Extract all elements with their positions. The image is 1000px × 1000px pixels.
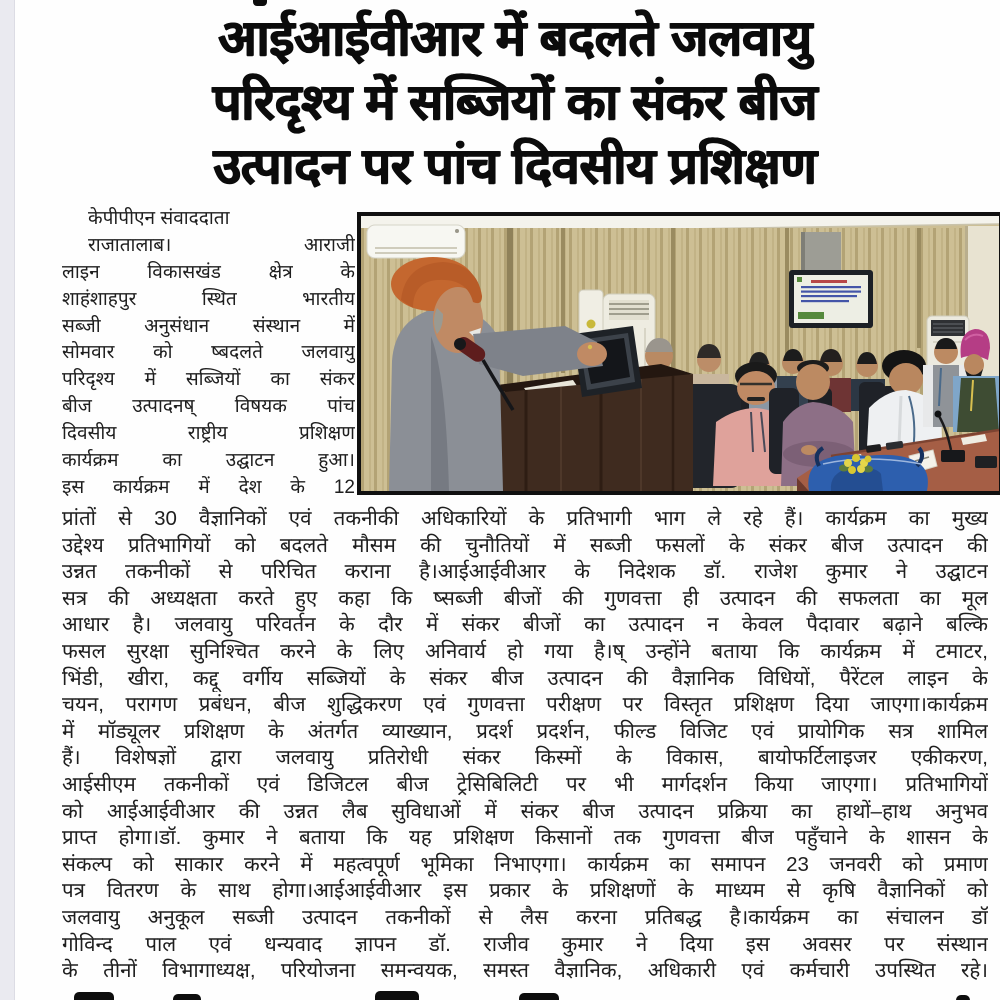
article-line: उन्नत तकनीकों से परिचित कराना है।आईआईवीआर के निदेशक डॉ. राजेश कुमार ने उद्घाटन [62, 560, 988, 584]
cutoff-glyph [956, 995, 970, 1000]
wall-ac-unit [367, 225, 465, 258]
article-line: में मॉड्यूलर प्रशिक्षण के अंतर्गत व्याख्यान, प्रदर्श प्रदर्शन, फील्ड विजिट एवं प्रायोगिक सत्र शामिल [62, 719, 988, 743]
article-line: भिंडी, खीरा, कद्दू वर्गीय सब्जियों के संकर बीज उत्पादन की वैज्ञानिक विधियों, पैरेंटल लाइन के [62, 666, 988, 690]
headline-line-1: आईआईवीआर में बदलते जलवायु [218, 10, 812, 66]
cutoff-glyph [173, 994, 201, 1000]
article-line: आईसीएम तकनीकों एवं डिजिटल बीज ट्रेसिबिलिटी पर भी मार्गदर्शन किया जाएगा। प्रतिभागियों [62, 772, 988, 796]
article-line: सत्र की अध्यक्षता करते हुए कहा कि ष्सब्जी बीजों की गुणवत्ता ही उत्पादन की सफलता का मूल [62, 586, 988, 610]
article-left-column [62, 206, 355, 502]
scan-edge [0, 0, 15, 1000]
article-line: को आईआईवीआर की उन्नत लैब सुविधाओं में संकर बीज उत्पादन प्रक्रिया का हाथों–हाथ अनुभव [62, 799, 988, 823]
article-line: परिदृश्य में सब्जियों का संकर [62, 369, 355, 391]
article-line: उद्देश्य प्रतिभागियों को बदलते मौसम की चुनौतियों में सब्जी फसलों के संकर बीज उत्पादन की [62, 533, 988, 557]
article-line: चयन, परागण प्रबंधन, बीज शुद्धिकरण एवं गुणवत्ता परीक्षण पर विस्तृत प्रशिक्षण दिया जाएगा।कार्यक्रम [62, 693, 988, 717]
next-headline-cutoff [0, 987, 1000, 1000]
article-line: राजातालाब। आराजी [88, 234, 355, 256]
presentation-screen [789, 270, 873, 328]
article-body [62, 506, 988, 985]
article-line: सब्जी अनुसंधान संस्थान में [62, 315, 355, 337]
article-line: कार्यक्रम का उद्घाटन हुआ। [62, 450, 355, 472]
headline-line-3: उत्पादन पर पांच दिवसीय प्रशिक्षण [213, 138, 817, 194]
headline-line-2: परिदृश्य में सब्जियों का संकर बीज [212, 74, 818, 130]
article-line: संकल्प को साकार करने में महत्वपूर्ण भूमिका निभाएगा। कार्यक्रम का समापन 23 जनवरी को प्रमाण [62, 852, 988, 876]
article-line: इस कार्यक्रम में देश के 12 [62, 476, 355, 498]
article-line: प्रांतों से 30 वैज्ञानिकों एवं तकनीकी अधिकारियों के प्रतिभागी भाग ले रहे हैं। कार्यक्रम का मुख्य [62, 507, 988, 530]
article-line: गोविन्द पाल एवं धन्यवाद ज्ञापन डॉ. राजीव कुमार ने दिया इस अवसर पर संस्थान [62, 932, 988, 956]
article-line: हैं। विशेषज्ञों द्वारा जलवायु प्रतिरोधी संकर किस्मों के विकास, बायोफर्टिलाइजर एकीकरण, [62, 746, 988, 770]
article-line: पत्र वितरण के साथ होगा।आईआईवीआर इस प्रकार के प्रशिक्षणों के माध्यम से कृषि वैज्ञानिकों को [62, 879, 988, 903]
article-line: शाहंशाहपुर स्थित भारतीय [62, 288, 355, 310]
byline: केपीपीएन संवाददाता [88, 208, 230, 229]
event-photo-illustration [361, 216, 999, 491]
article-line: बीज उत्पादनष् विषयक पांच [62, 396, 355, 418]
wall-pillar [801, 232, 841, 272]
article-line: प्राप्त होगा।डॉ. कुमार ने बताया कि यह प्रशिक्षण किसानों तक गुणवत्ता बीज पहुँचाने के शासन के [62, 826, 988, 850]
article-line: दिवसीय राष्ट्रीय प्रशिक्षण [62, 423, 355, 445]
article-line: आधार है। जलवायु परिवर्तन के दौर में संकर बीजों का उत्पादन न केवल पैदावार बढ़ाने बल्कि [62, 613, 988, 637]
article-line: सोमवार को ष्बदलते जलवायु [62, 342, 355, 364]
event-photo [357, 212, 1000, 495]
article-line: के तीनों विभागाध्यक्ष, परियोजना समन्वयक, समस्त वैज्ञानिक, अधिकारी एवं कर्मचारी उपस्थित रहे। [62, 959, 988, 983]
headline [55, 6, 975, 198]
article-line: लाइन विकासखंड क्षेत्र के [62, 261, 355, 283]
article-line: जलवायु अनुकूल सब्जी उत्पादन तकनीकों से लैस करना प्रतिबद्ध है।कार्यक्रम का संचालन डॉ [62, 905, 988, 929]
cutoff-glyph [375, 991, 419, 1000]
article-line: फसल सुरक्षा सुनिश्चित करने के लिए अनिवार्य हो गया है।ष् उन्होंने बताया कि कार्यक्रम में टमाटर, [62, 639, 988, 663]
cutoff-glyph [74, 992, 114, 1000]
cutoff-glyph [519, 993, 559, 1000]
